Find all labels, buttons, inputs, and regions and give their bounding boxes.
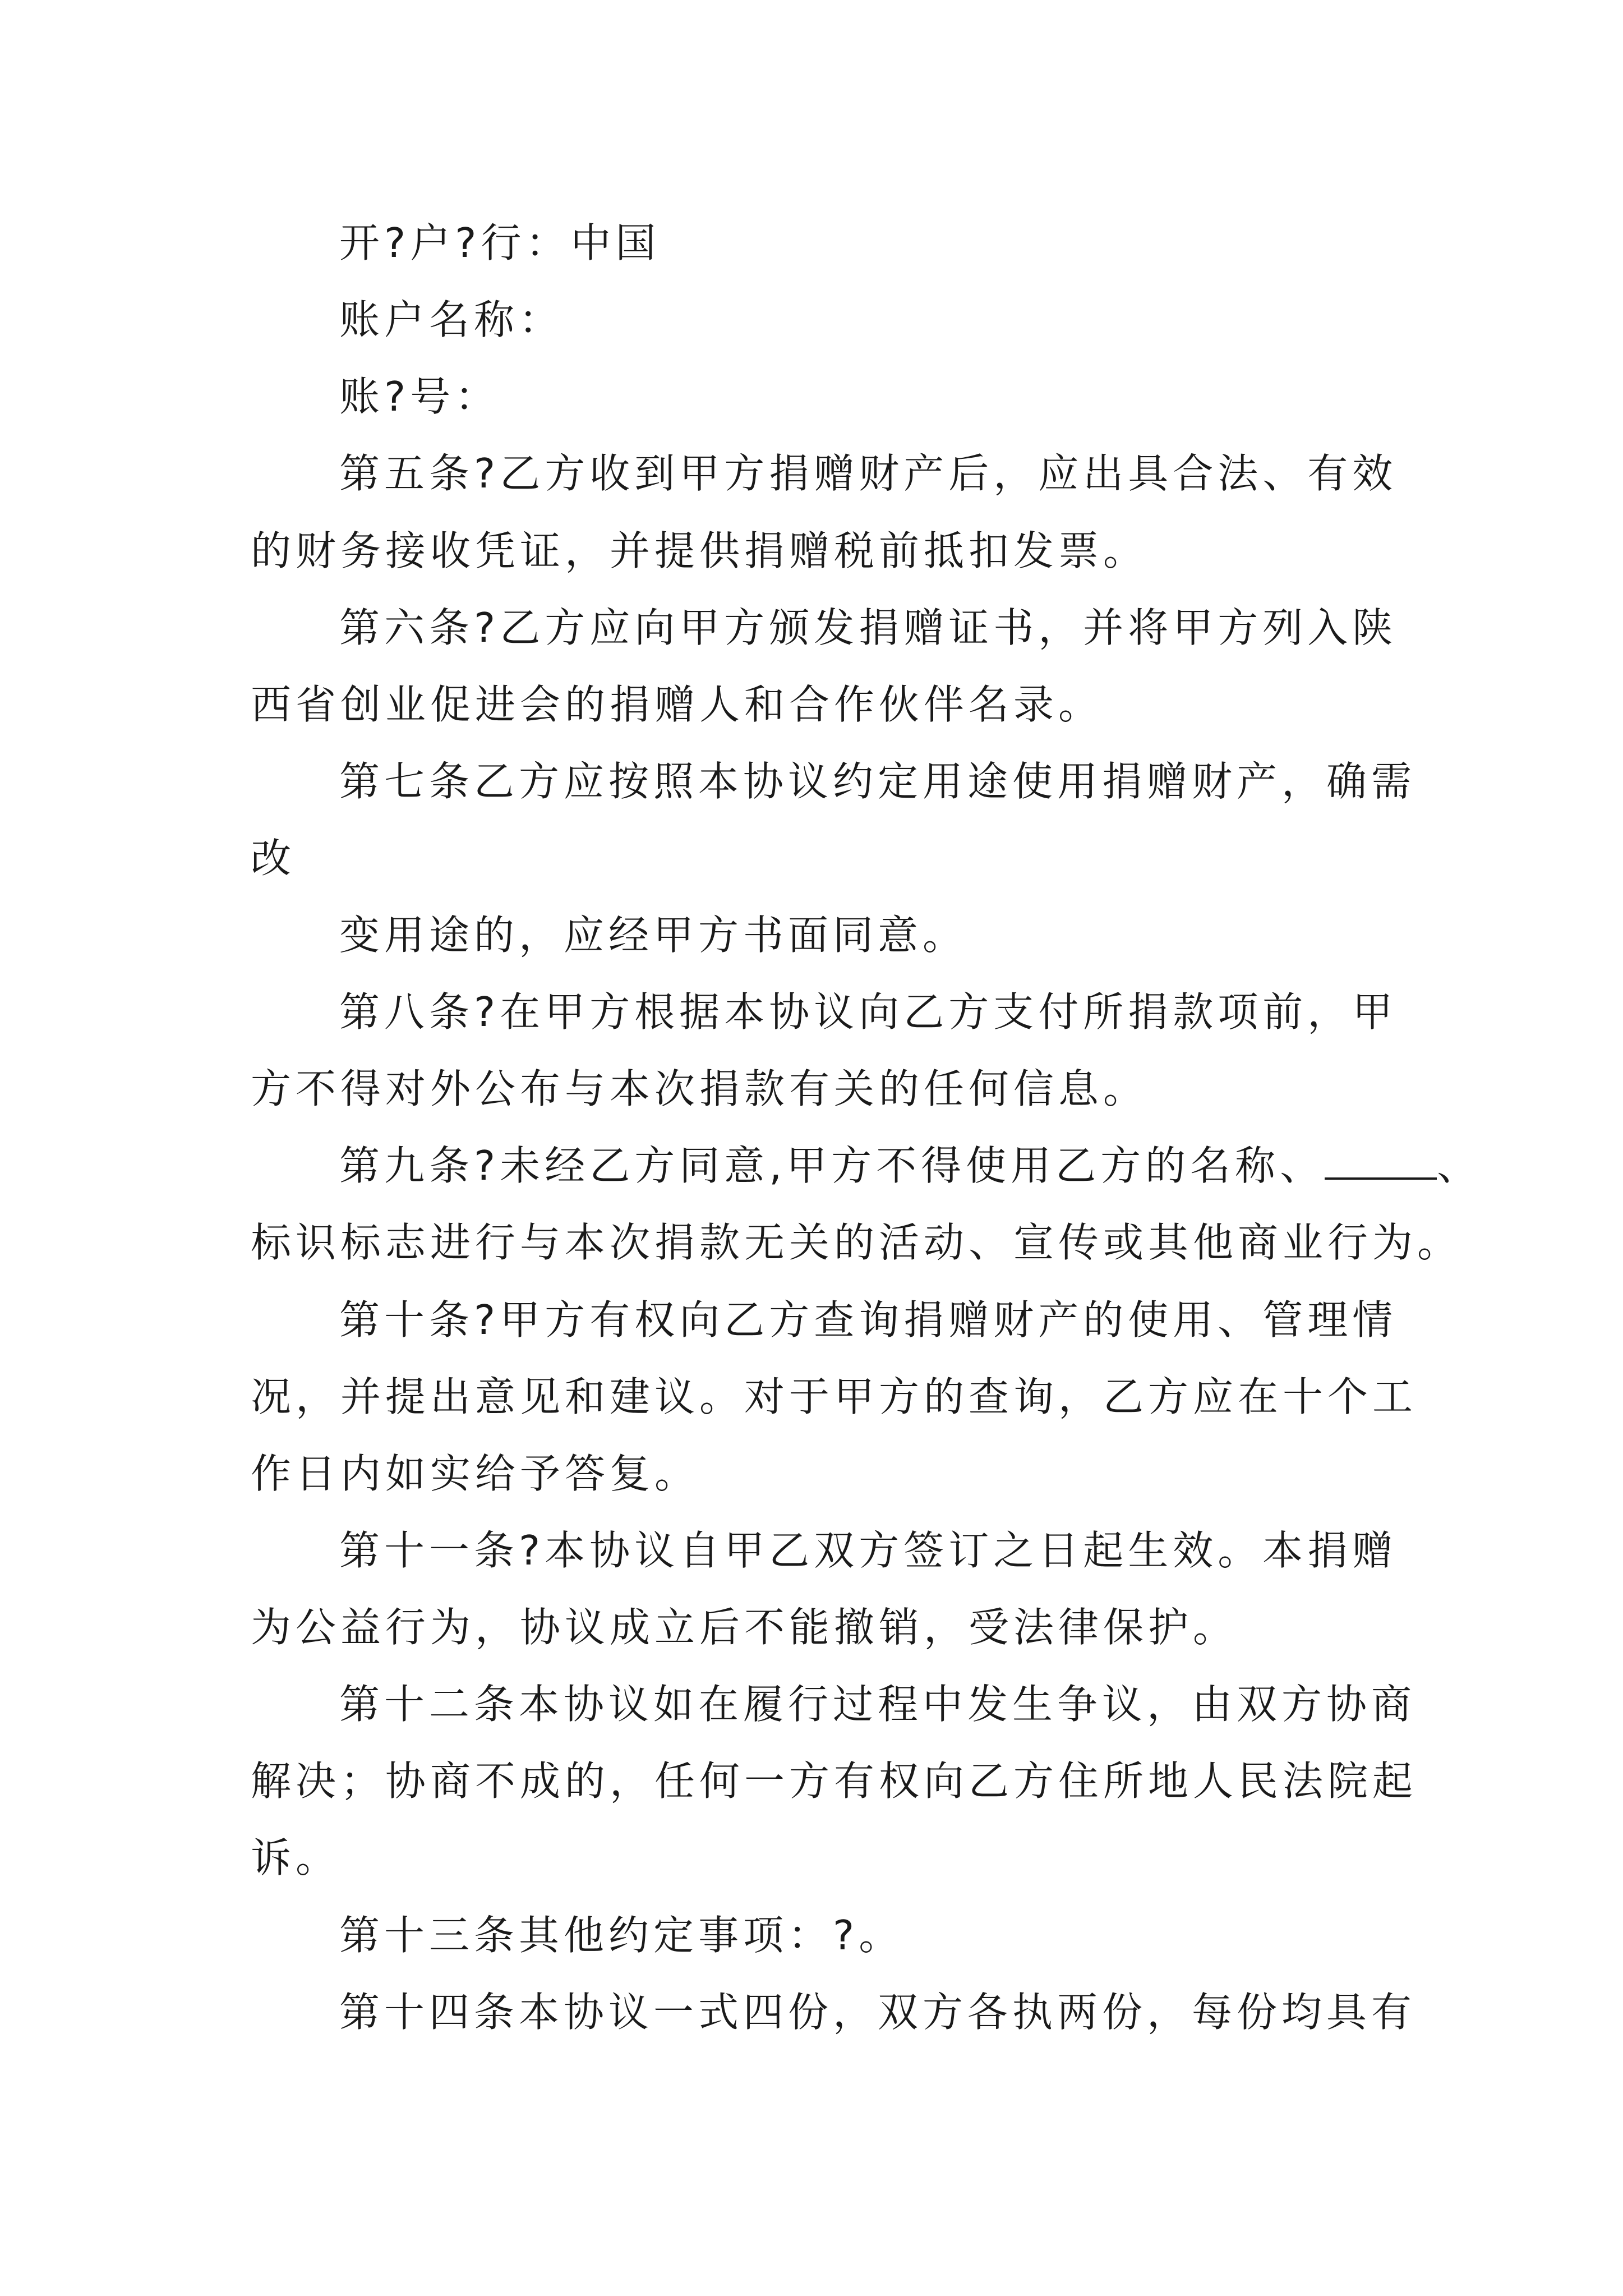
article-9-line-2: 标识标志进行与本次捐款无关的活动、宣传或其他商业行为。 [251, 1219, 1463, 1266]
article-6-line-1: 第六条?乙方应向甲方颁发捐赠证书，并将甲方列入陕 [339, 604, 1398, 651]
article-9-text: 第九条?未经乙方同意,甲方不得使用乙方的名称、 [339, 1142, 1325, 1189]
article-8-line-2: 方不得对外公布与本次捐款有关的任何信息。 [251, 1065, 1149, 1112]
account-name-line: 账户名称： [339, 296, 564, 343]
article-11-line-1: 第十一条?本协议自甲乙双方签订之日起生效。本捐赠 [339, 1527, 1398, 1574]
article-8-line-1: 第八条?在甲方根据本协议向乙方支付所捐款项前，甲 [339, 988, 1398, 1036]
blank-underline [1325, 1144, 1437, 1180]
article-10-line-1: 第十条?甲方有权向乙方查询捐赠财产的使用、管理情 [339, 1296, 1398, 1343]
article-5-line-2: 的财务接收凭证，并提供捐赠税前抵扣发票。 [251, 527, 1149, 574]
article-5-line-1: 第五条?乙方收到甲方捐赠财产后，应出具合法、有效 [339, 450, 1398, 497]
article-12-line-1: 第十二条本协议如在履行过程中发生争议，由双方协商 [339, 1681, 1417, 1728]
article-11-line-2: 为公益行为，协议成立后不能撤销，受法律保护。 [251, 1604, 1238, 1651]
bank-name-line: 开?户?行：中国 [339, 219, 661, 266]
article-14-line-1: 第十四条本协议一式四份，双方各执两份，每份均具有 [339, 1989, 1417, 2036]
article-7-line-3: 变用途的，应经甲方书面同意。 [339, 912, 968, 959]
article-7-line-1: 第七条乙方应按照本协议约定用途使用捐赠财产，确需 [339, 758, 1417, 805]
article-12-line-2: 解决；协商不成的，任何一方有权向乙方住所地人民法院起 [251, 1757, 1418, 1805]
account-number-line: 账?号： [339, 373, 500, 420]
article-9-line-1 [339, 1138, 1482, 1194]
article-13-line-1: 第十三条其他约定事项：?。 [339, 1912, 904, 1959]
article-7-line-2: 改 [251, 835, 296, 882]
article-10-line-3: 作日内如实给予答复。 [251, 1450, 700, 1497]
article-12-line-3: 诉。 [251, 1834, 341, 1881]
article-9-trailing-mark: 、 [1437, 1142, 1482, 1189]
article-6-line-2: 西省创业促进会的捐赠人和合作伙伴名录。 [251, 681, 1104, 728]
article-10-line-2: 况，并提出意见和建议。对于甲方的查询，乙方应在十个工 [251, 1373, 1418, 1420]
